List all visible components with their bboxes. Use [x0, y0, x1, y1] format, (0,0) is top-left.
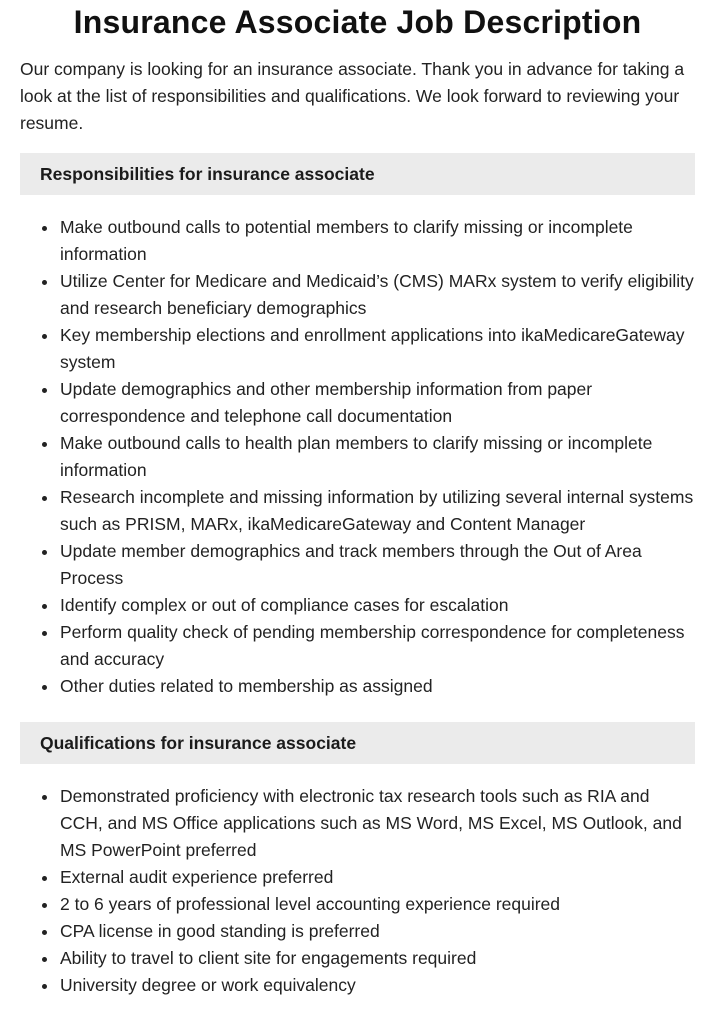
- responsibilities-section: [20, 153, 695, 700]
- list-item: External audit experience preferred: [60, 864, 695, 891]
- list-item: Update member demographics and track members through the Out of Area Process: [60, 538, 695, 592]
- qualifications-list: [20, 783, 695, 999]
- list-item: Utilize Center for Medicare and Medicaid’s (CMS) MARx system to verify eligibility and research beneficiary demographics: [60, 268, 695, 322]
- list-item: University degree or work equivalency: [60, 972, 695, 999]
- list-item: Research incomplete and missing information by utilizing several internal systems such as PRISM, MARx, ikaMedicareGateway and Content Manager: [60, 484, 695, 538]
- responsibilities-list: [20, 214, 695, 700]
- responsibilities-heading: Responsibilities for insurance associate: [40, 163, 375, 184]
- list-item: CPA license in good standing is preferred: [60, 918, 695, 945]
- list-item: Perform quality check of pending membership correspondence for completeness and accuracy: [60, 619, 695, 673]
- list-item: Identify complex or out of compliance cases for escalation: [60, 592, 695, 619]
- page-title: Insurance Associate Job Description: [73, 4, 642, 40]
- qualifications-section: [20, 722, 695, 999]
- list-item: Make outbound calls to potential members to clarify missing or incomplete information: [60, 214, 695, 268]
- list-item: Make outbound calls to health plan members to clarify missing or incomplete information: [60, 430, 695, 484]
- list-item: Ability to travel to client site for engagements required: [60, 945, 695, 972]
- list-item: Key membership elections and enrollment applications into ikaMedicareGateway system: [60, 322, 695, 376]
- qualifications-heading: Qualifications for insurance associate: [40, 732, 357, 753]
- intro-paragraph: Our company is looking for an insurance associate. Thank you in advance for taking a look at the list of responsibilities and qualifications. We look forward to reviewing your resume.: [20, 59, 685, 133]
- list-item: Other duties related to membership as assigned: [60, 673, 695, 700]
- responsibilities-header: [20, 153, 695, 195]
- qualifications-header: [20, 722, 695, 764]
- list-item: Demonstrated proficiency with electronic tax research tools such as RIA and CCH, and MS Office applications such as MS Word, MS Excel, MS Outlook, and MS PowerPoint preferred: [60, 783, 695, 864]
- list-item: Update demographics and other membership information from paper correspondence and telephone call documentation: [60, 376, 695, 430]
- list-item: 2 to 6 years of professional level accounting experience required: [60, 891, 695, 918]
